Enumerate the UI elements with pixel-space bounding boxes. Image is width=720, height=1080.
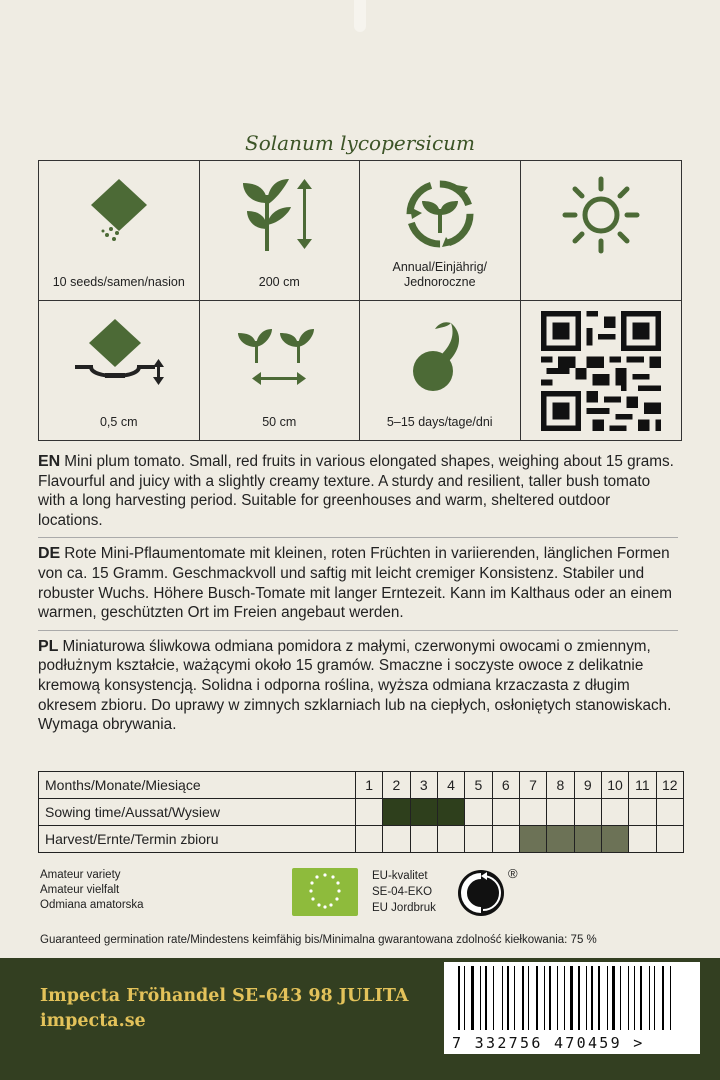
company-address (40, 984, 408, 1034)
cell-annual (360, 161, 521, 301)
amateur-variety: Amateur variety Amateur vielfalt Odmiana amatorska (40, 869, 144, 911)
icon-grid (38, 160, 682, 441)
month-cell: 3 (410, 772, 437, 799)
harvest-month-cell (437, 826, 464, 853)
latin-name: Solanum lycopersicum (245, 131, 475, 155)
cell-sun (521, 161, 682, 301)
divider (38, 537, 678, 538)
green-dot-recycle-icon (456, 868, 506, 918)
sowing-month-cell (437, 799, 464, 826)
spacing-caption: 50 cm (262, 415, 297, 429)
harvest-month-cell (656, 826, 683, 853)
month-cell: 9 (574, 772, 601, 799)
sowing-month-cell (383, 799, 410, 826)
description-block (38, 452, 678, 742)
eu-organic-leaf-logo (292, 868, 358, 916)
sun-icon (559, 173, 643, 257)
height-caption: 200 cm (258, 274, 300, 289)
plant-spacing-icon (234, 325, 324, 395)
sowing-month-cell (355, 799, 382, 826)
barcode-number: 7 332756 470459 > (452, 1034, 645, 1052)
sowing-month-cell (574, 799, 601, 826)
sowing-month-cell (410, 799, 437, 826)
eu-certification: EU-kvalitet SE-04-EKO EU Jordbruk (372, 870, 436, 914)
harvest-month-cell (383, 826, 410, 853)
qr-code-icon[interactable] (541, 311, 661, 431)
seeds-icon (81, 175, 157, 245)
month-cell: 1 (355, 772, 382, 799)
company-name: Impecta Fröhandel SE-643 98 JULITA (40, 986, 409, 1006)
sowing-month-cell (492, 799, 519, 826)
annual-caption: Annual/Einjährig/ Jednoroczne (392, 259, 487, 289)
barcode (444, 962, 700, 1054)
sowing-month-cell (656, 799, 683, 826)
sowing-month-cell (465, 799, 492, 826)
harvest-month-cell (492, 826, 519, 853)
month-cell: 2 (383, 772, 410, 799)
harvest-month-cell (547, 826, 574, 853)
month-cell: 7 (519, 772, 546, 799)
harvest-month-cell (601, 826, 628, 853)
divider (38, 630, 678, 631)
month-cell: 5 (465, 772, 492, 799)
calendar-sowing-row (39, 799, 684, 826)
sowing-month-cell (547, 799, 574, 826)
description-de: DE Rote Mini-Pflaumentomate mit kleinen, roten Früchten in variierenden, länglichen Formen von ca. 15 Gramm. Geschmackvoll und saftig mit leicht cremiger Konsistenz. Stabiler und robuster Wuchs. Höhere Busch-Tomate mit langer Erntezeit. Kann im Kalthaus oder an einem warmen, geschützten Ort im Freien angebaut werden. (38, 545, 672, 622)
description-en: EN Mini plum tomato. Small, red fruits in various elongated shapes, weighing about 15 grams. Flavourful and juicy with a slightly creamy texture. A sturdy and resilient, taller bush tomato with a long harvesting period. Suitable for greenhouses and warm, sheltered outdoor locations. (38, 453, 674, 529)
cell-height (200, 161, 361, 301)
harvest-month-cell (519, 826, 546, 853)
month-cell: 8 (547, 772, 574, 799)
hang-notch (354, 0, 366, 32)
description-pl: PL Miniaturowa śliwkowa odmiana pomidora z małymi, czerwonymi owocami o zmiennym, podłużnym kształcie, ważącymi około 15 gramów. Smaczne i soczyste owoce z delikatnie kremową konsystencją. Solidna i odporna roślina, wyższa odmiana krzaczasta z długim okresem zbioru. Do uprawy w zimnych szklarniach lub na ciepłych, osłoniętych stanowiskach. Wymaga obrywania. (38, 637, 672, 734)
harvest-month-cell (465, 826, 492, 853)
sowing-label: Sowing time/Aussat/Wysiew (39, 799, 356, 826)
sowing-month-cell (519, 799, 546, 826)
calendar-months-row (39, 772, 684, 799)
website-link[interactable]: impecta.se (40, 1011, 146, 1031)
month-cell: 6 (492, 772, 519, 799)
annual-cycle-icon (400, 175, 480, 253)
harvest-month-cell (574, 826, 601, 853)
sowing-depth-icon (69, 315, 169, 395)
harvest-month-cell (355, 826, 382, 853)
plant-height-icon (239, 175, 319, 253)
germination-icon (405, 315, 475, 395)
seeds-caption: 10 seeds/samen/nasion (52, 274, 185, 289)
months-label: Months/Monate/Miesiące (39, 772, 356, 799)
depth-caption: 0,5 cm (99, 415, 138, 429)
germination-caption: 5–15 days/tage/dni (386, 415, 493, 429)
cell-spacing (200, 301, 361, 441)
registered-mark: ® (508, 866, 518, 881)
month-cell: 12 (656, 772, 683, 799)
sowing-calendar (38, 771, 684, 853)
month-cell: 4 (437, 772, 464, 799)
harvest-month-cell (410, 826, 437, 853)
germination-rate: Guaranteed germination rate/Mindestens keimfähig bis/Minimalna gwarantowana zdolność kiełkowania: 75 % (40, 934, 597, 946)
cell-depth (39, 301, 200, 441)
barcode-bars (458, 966, 688, 1030)
month-cell: 10 (601, 772, 628, 799)
calendar-harvest-row (39, 826, 684, 853)
sowing-month-cell (601, 799, 628, 826)
cell-germination (360, 301, 521, 441)
cell-qr (521, 301, 682, 441)
sowing-month-cell (629, 799, 656, 826)
month-cell: 11 (629, 772, 656, 799)
harvest-month-cell (629, 826, 656, 853)
harvest-label: Harvest/Ernte/Termin zbioru (39, 826, 356, 853)
cell-seeds (39, 161, 200, 301)
